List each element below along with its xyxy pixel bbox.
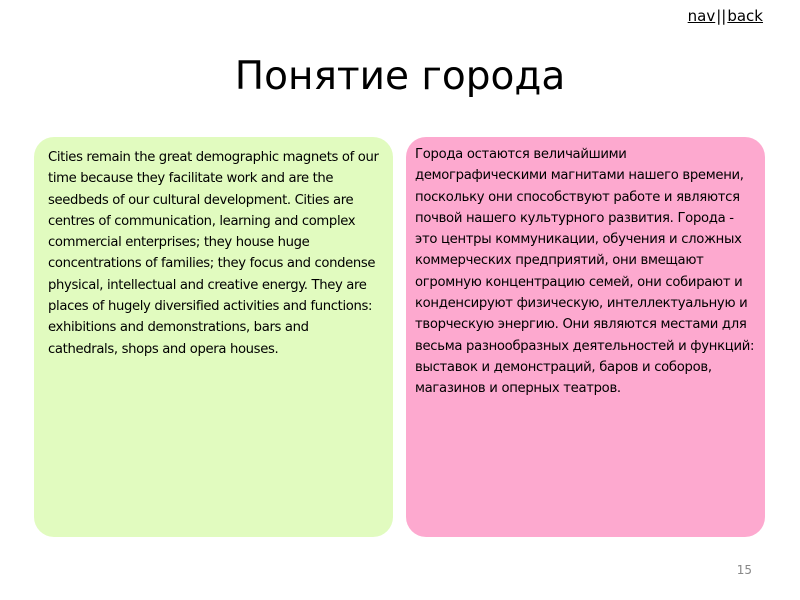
nav-separator: || xyxy=(716,7,727,25)
nav-link[interactable]: nav xyxy=(687,7,716,25)
back-link[interactable]: back xyxy=(727,7,763,25)
russian-paragraph: Города остаются величайшими демографическими магнитами нашего времени, поскольку они способствуют работе и являются почвой нашего культурного развития. Города - это центры коммуникации, обучения и сложных коммерческих предприятий, они вмещают огромную концентрацию семей, они собирают и конденсируют физическую, интеллектуальную и творческую энергию. Они являются местами для весьма разнообразных деятельностей и функций: выставок и демонстраций, баров и соборов, магазинов и оперных театров. xyxy=(415,147,755,397)
russian-text-box xyxy=(406,137,765,537)
english-text-box xyxy=(34,137,393,537)
page-number: 15 xyxy=(736,563,752,577)
slide-title: Понятие города xyxy=(234,54,566,99)
navigation-links xyxy=(688,6,763,26)
english-paragraph: Cities remain the great demographic magnets of our time because they facilitate work and are the seedbeds of our cultural development. Cities are centres of communication, learning and complex commercial enterprises; they house huge concentrations of families; they focus and condense physical, intellectual and creative energy. They are places of hugely diversified activities and functions: exhibitions and demonstrations, bars and cathedrals, shops and opera houses. xyxy=(48,150,379,357)
